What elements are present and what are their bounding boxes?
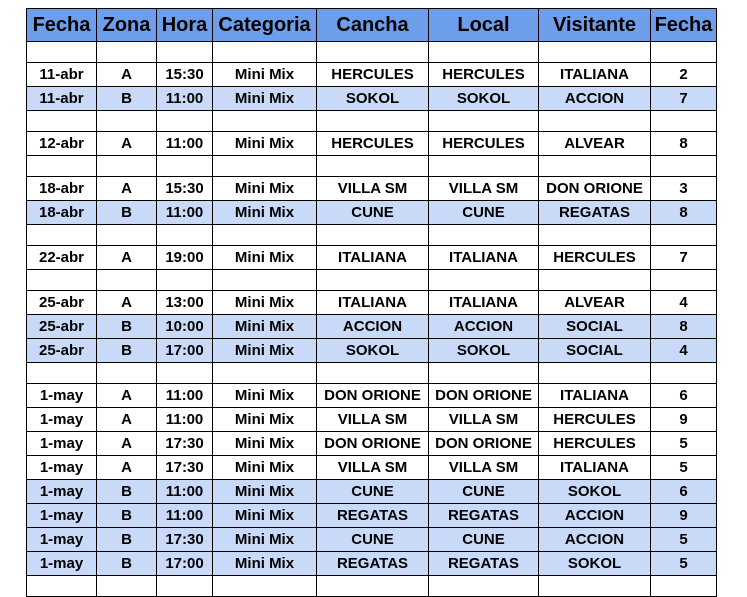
cell-time[interactable]: 11:00 [157,201,213,225]
empty-cell[interactable] [213,156,317,177]
cell-home[interactable]: VILLA SM [429,177,539,201]
empty-cell[interactable] [157,42,213,63]
cell-date[interactable]: 25-abr [27,339,97,363]
cell-field[interactable]: DON ORIONE [317,432,429,456]
cell-round[interactable]: 4 [651,339,717,363]
cell-date[interactable]: 1-may [27,384,97,408]
cell-field[interactable]: VILLA SM [317,408,429,432]
cell-time[interactable]: 17:00 [157,339,213,363]
empty-cell[interactable] [429,363,539,384]
cell-zone[interactable]: A [97,384,157,408]
cell-field[interactable]: VILLA SM [317,177,429,201]
cell-zone[interactable]: A [97,432,157,456]
table-row [27,408,717,432]
table-row [27,132,717,156]
table-row [27,315,717,339]
cell-field[interactable]: DON ORIONE [317,384,429,408]
empty-cell[interactable] [651,156,717,177]
cell-round[interactable]: 5 [651,456,717,480]
cell-home[interactable]: CUNE [429,480,539,504]
cell-zone[interactable]: A [97,291,157,315]
cell-zone[interactable]: A [97,456,157,480]
cell-field[interactable]: ACCION [317,315,429,339]
table-row [27,384,717,408]
empty-cell[interactable] [651,576,717,597]
empty-cell[interactable] [157,156,213,177]
empty-cell[interactable] [97,225,157,246]
cell-away[interactable]: ACCION [539,87,651,111]
cell-category[interactable]: Mini Mix [213,87,317,111]
cell-time[interactable]: 11:00 [157,408,213,432]
cell-home[interactable]: VILLA SM [429,408,539,432]
header-fecha[interactable]: Fecha [27,9,97,42]
cell-time[interactable]: 17:30 [157,432,213,456]
empty-cell[interactable] [97,270,157,291]
cell-round[interactable]: 5 [651,552,717,576]
cell-date[interactable]: 18-abr [27,201,97,225]
cell-category[interactable]: Mini Mix [213,246,317,270]
cell-category[interactable]: Mini Mix [213,552,317,576]
cell-field[interactable]: CUNE [317,201,429,225]
table-row [27,339,717,363]
empty-cell[interactable] [429,42,539,63]
cell-time[interactable]: 17:30 [157,456,213,480]
header-zona[interactable]: Zona [97,9,157,42]
empty-cell[interactable] [429,111,539,132]
cell-round[interactable]: 5 [651,528,717,552]
table-row [27,87,717,111]
empty-cell[interactable] [27,111,97,132]
empty-cell[interactable] [429,576,539,597]
cell-home[interactable]: DON ORIONE [429,432,539,456]
cell-round[interactable]: 7 [651,246,717,270]
empty-cell[interactable] [213,111,317,132]
cell-zone[interactable]: B [97,528,157,552]
cell-time[interactable]: 11:00 [157,480,213,504]
cell-date[interactable]: 1-may [27,480,97,504]
empty-cell[interactable] [317,576,429,597]
cell-time[interactable]: 19:00 [157,246,213,270]
empty-cell[interactable] [539,111,651,132]
empty-cell[interactable] [651,363,717,384]
empty-cell[interactable] [429,225,539,246]
cell-category[interactable]: Mini Mix [213,132,317,156]
empty-cell[interactable] [97,576,157,597]
cell-home[interactable]: SOKOL [429,339,539,363]
cell-zone[interactable]: B [97,201,157,225]
empty-cell[interactable] [539,363,651,384]
cell-date[interactable]: 1-may [27,504,97,528]
empty-cell[interactable] [317,363,429,384]
cell-category[interactable]: Mini Mix [213,315,317,339]
cell-date[interactable]: 1-may [27,552,97,576]
spacer-row [27,225,717,246]
empty-cell[interactable] [539,576,651,597]
cell-date[interactable]: 18-abr [27,177,97,201]
spacer-row [27,156,717,177]
cell-away[interactable]: HERCULES [539,432,651,456]
cell-home[interactable]: DON ORIONE [429,384,539,408]
cell-home[interactable]: VILLA SM [429,456,539,480]
cell-zone[interactable]: A [97,408,157,432]
table-row [27,201,717,225]
empty-cell[interactable] [213,270,317,291]
cell-date[interactable]: 22-abr [27,246,97,270]
cell-zone[interactable]: A [97,63,157,87]
cell-home[interactable]: ITALIANA [429,246,539,270]
cell-home[interactable]: REGATAS [429,552,539,576]
spacer-row [27,576,717,597]
empty-cell[interactable] [157,225,213,246]
cell-category[interactable]: Mini Mix [213,456,317,480]
cell-round[interactable]: 9 [651,408,717,432]
header-categoria[interactable]: Categoria [213,9,317,42]
table-row [27,177,717,201]
cell-date[interactable]: 25-abr [27,315,97,339]
table-row [27,552,717,576]
header-fecha-num[interactable]: Fecha [651,9,717,42]
cell-zone[interactable]: A [97,132,157,156]
empty-cell[interactable] [317,111,429,132]
empty-cell[interactable] [27,270,97,291]
cell-round[interactable]: 6 [651,480,717,504]
empty-cell[interactable] [27,363,97,384]
cell-field[interactable]: CUNE [317,528,429,552]
cell-category[interactable]: Mini Mix [213,339,317,363]
cell-date[interactable]: 11-abr [27,87,97,111]
cell-category[interactable]: Mini Mix [213,384,317,408]
cell-home[interactable]: HERCULES [429,63,539,87]
cell-time[interactable]: 11:00 [157,384,213,408]
cell-home[interactable]: REGATAS [429,504,539,528]
header-local[interactable]: Local [429,9,539,42]
cell-time[interactable]: 10:00 [157,315,213,339]
spacer-row [27,111,717,132]
cell-field[interactable]: SOKOL [317,87,429,111]
cell-category[interactable]: Mini Mix [213,528,317,552]
cell-away[interactable]: SOKOL [539,480,651,504]
cell-away[interactable]: SOCIAL [539,339,651,363]
cell-category[interactable]: Mini Mix [213,63,317,87]
empty-cell[interactable] [97,111,157,132]
cell-round[interactable]: 9 [651,504,717,528]
cell-home[interactable]: HERCULES [429,132,539,156]
cell-date[interactable]: 1-may [27,456,97,480]
cell-away[interactable]: ACCION [539,528,651,552]
empty-cell[interactable] [27,576,97,597]
cell-away[interactable]: ACCION [539,504,651,528]
cell-time[interactable]: 11:00 [157,132,213,156]
cell-zone[interactable]: B [97,339,157,363]
cell-round[interactable]: 5 [651,432,717,456]
cell-home[interactable]: SOKOL [429,87,539,111]
empty-cell[interactable] [317,42,429,63]
fixture-rows [27,42,717,597]
cell-round[interactable]: 2 [651,63,717,87]
table-row [27,528,717,552]
empty-cell[interactable] [317,225,429,246]
cell-away[interactable]: SOCIAL [539,315,651,339]
cell-zone[interactable]: B [97,87,157,111]
cell-field[interactable]: REGATAS [317,504,429,528]
fixture-table [26,8,717,597]
cell-zone[interactable]: A [97,177,157,201]
empty-cell[interactable] [651,225,717,246]
cell-away[interactable]: SOKOL [539,552,651,576]
cell-home[interactable]: CUNE [429,528,539,552]
cell-time[interactable]: 11:00 [157,504,213,528]
header-visitante[interactable]: Visitante [539,9,651,42]
empty-cell[interactable] [97,363,157,384]
cell-zone[interactable]: A [97,246,157,270]
empty-cell[interactable] [651,111,717,132]
table-row [27,246,717,270]
cell-category[interactable]: Mini Mix [213,201,317,225]
empty-cell[interactable] [651,42,717,63]
cell-field[interactable]: ITALIANA [317,246,429,270]
cell-category[interactable]: Mini Mix [213,504,317,528]
cell-time[interactable]: 15:30 [157,63,213,87]
cell-date[interactable]: 1-may [27,408,97,432]
empty-cell[interactable] [157,270,213,291]
spacer-row [27,363,717,384]
cell-away[interactable]: ALVEAR [539,291,651,315]
cell-round[interactable]: 6 [651,384,717,408]
empty-cell[interactable] [539,225,651,246]
cell-round[interactable]: 7 [651,87,717,111]
cell-field[interactable]: SOKOL [317,339,429,363]
empty-cell[interactable] [27,225,97,246]
cell-zone[interactable]: B [97,315,157,339]
cell-home[interactable]: ACCION [429,315,539,339]
empty-cell[interactable] [27,156,97,177]
cell-time[interactable]: 13:00 [157,291,213,315]
header-row [27,9,717,42]
header-hora[interactable]: Hora [157,9,213,42]
cell-home[interactable]: ITALIANA [429,291,539,315]
spacer-row [27,42,717,63]
cell-zone[interactable]: B [97,480,157,504]
empty-cell[interactable] [429,270,539,291]
cell-away[interactable]: HERCULES [539,408,651,432]
empty-cell[interactable] [157,576,213,597]
empty-cell[interactable] [213,42,317,63]
cell-category[interactable]: Mini Mix [213,408,317,432]
cell-category[interactable]: Mini Mix [213,177,317,201]
cell-date[interactable]: 11-abr [27,63,97,87]
cell-date[interactable]: 12-abr [27,132,97,156]
empty-cell[interactable] [539,156,651,177]
cell-category[interactable]: Mini Mix [213,480,317,504]
empty-cell[interactable] [651,270,717,291]
cell-home[interactable]: CUNE [429,201,539,225]
cell-round[interactable]: 8 [651,315,717,339]
empty-cell[interactable] [539,270,651,291]
table-row [27,456,717,480]
empty-cell[interactable] [317,270,429,291]
empty-cell[interactable] [157,111,213,132]
cell-category[interactable]: Mini Mix [213,291,317,315]
cell-time[interactable]: 17:30 [157,528,213,552]
cell-zone[interactable]: B [97,504,157,528]
cell-time[interactable]: 17:00 [157,552,213,576]
cell-date[interactable]: 25-abr [27,291,97,315]
spacer-row [27,270,717,291]
cell-field[interactable]: ITALIANA [317,291,429,315]
cell-away[interactable]: ITALIANA [539,456,651,480]
cell-round[interactable]: 8 [651,201,717,225]
cell-field[interactable]: HERCULES [317,63,429,87]
table-row [27,432,717,456]
cell-field[interactable]: HERCULES [317,132,429,156]
cell-away[interactable]: ALVEAR [539,132,651,156]
empty-cell[interactable] [539,42,651,63]
cell-field[interactable]: VILLA SM [317,456,429,480]
cell-zone[interactable]: B [97,552,157,576]
cell-round[interactable]: 3 [651,177,717,201]
cell-round[interactable]: 8 [651,132,717,156]
header-cancha[interactable]: Cancha [317,9,429,42]
empty-cell[interactable] [157,363,213,384]
table-row [27,291,717,315]
table-row [27,504,717,528]
cell-away[interactable]: HERCULES [539,246,651,270]
empty-cell[interactable] [429,156,539,177]
cell-category[interactable]: Mini Mix [213,432,317,456]
empty-cell[interactable] [317,156,429,177]
cell-field[interactable]: CUNE [317,480,429,504]
empty-cell[interactable] [213,363,317,384]
cell-time[interactable]: 11:00 [157,87,213,111]
cell-round[interactable]: 4 [651,291,717,315]
cell-away[interactable]: ITALIANA [539,384,651,408]
cell-date[interactable]: 1-may [27,528,97,552]
cell-field[interactable]: REGATAS [317,552,429,576]
cell-away[interactable]: ITALIANA [539,63,651,87]
cell-time[interactable]: 15:30 [157,177,213,201]
empty-cell[interactable] [27,42,97,63]
empty-cell[interactable] [213,576,317,597]
cell-away[interactable]: REGATAS [539,201,651,225]
empty-cell[interactable] [213,225,317,246]
empty-cell[interactable] [97,42,157,63]
table-row [27,63,717,87]
cell-away[interactable]: DON ORIONE [539,177,651,201]
table-row [27,480,717,504]
empty-cell[interactable] [97,156,157,177]
cell-date[interactable]: 1-may [27,432,97,456]
